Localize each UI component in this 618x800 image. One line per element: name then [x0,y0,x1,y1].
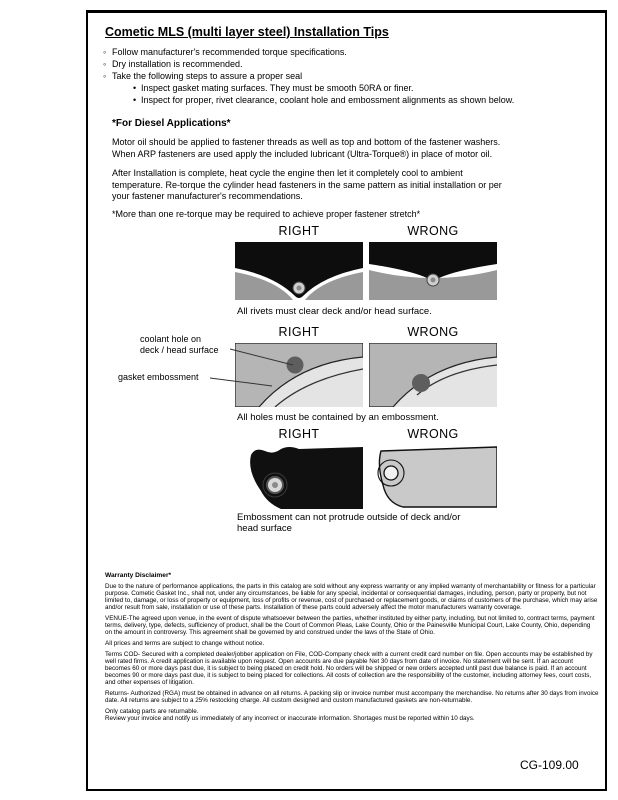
rivet-caption: All rivets must clear deck and/or head surface. [237,305,432,317]
hole-circle [384,466,398,480]
warranty-paragraph: VENUE-The agreed upon venue, in the event of dispute whatsoever between the parties, whether instituted by either party, including, but not limited to, contract terms, payment terms, delivery, type, defects, sufficiency of product, shall be the Court of Common Pleas, Lake County, Ohio or the Painesville Municipal Court, Lake County, Ohio, depending on the amount in controversy. This agreement shall be governed by and construed under the laws of the State of Ohio. [105,614,595,636]
rivet-clearance-wrong-diagram [369,242,497,300]
warranty-paragraph: Due to the nature of performance applications, the parts in this catalog are sold without any express warranty or any implied warranty of merchantability or fitness for a particular purpose. Cometic Gasket Inc., shall not, under any circumstances, be liable for any special, incidental or consequential damages, including, person, party or property, but not limited to, damage, or loss of property or equipment, loss of profits or revenue, cost of purchased or replacement goods, or claims of customers of the purchase, which may arise and/or result from sale, installation or use of these parts. Installation of these parts could adversely affect the motor manufacturers warranty coverage. [105,582,598,611]
right-label: RIGHT [278,426,320,441]
holes-caption: All holes must be contained by an embossment. [237,411,439,423]
sub-tip-item [133,94,605,106]
embossment-wrong-diagram [369,445,497,509]
rivet-clearance-right-diagram [235,242,363,300]
gasket-embossment-annotation: gasket embossment [118,371,199,382]
sub-tip-item [133,82,605,94]
sub-tip-text: Inspect for proper, rivet clearance, coolant hole and embossment alignments as shown below. [141,95,515,105]
coolant-hole-circle [287,356,304,373]
wrong-label: WRONG [407,426,459,441]
warranty-section [105,572,599,722]
diesel-paragraph-1: Motor oil should be applied to fastener threads as well as top and bottom of the fastener washers. When ARP fasteners are used apply the included lubricant (Ultra-Torque®) in place of motor oil. [112,137,501,159]
right-label: RIGHT [278,324,320,339]
annotation-line: coolant hole on [140,333,202,344]
wrong-label: WRONG [407,324,459,339]
annotation-line: deck / head surface [140,344,219,355]
diagram-area [88,222,605,542]
page-border-frame [86,10,607,791]
retorque-note: *More than one re-torque may be required to achieve proper fastener stretch* [112,208,421,219]
page-title: Cometic MLS (multi layer steel) Installation Tips [105,25,389,39]
diesel-paragraph-2: After Installation is complete, heat cycle the engine then let it completely cool to ambient temperature. Re-torque the cylinder head fasteners in the same pattern as initial installation or per your fastener manufacturer's recommendations. [112,168,502,201]
warranty-paragraph: Only catalog parts are returnable. [105,707,199,715]
coolant-hole-circle [412,374,430,392]
page-number: CG-109.00 [520,758,579,772]
coolant-hole-wrong-diagram [369,343,497,407]
tips-list [103,46,605,106]
hole-center [272,482,278,488]
coolant-hole-annotation [140,334,236,356]
right-label: RIGHT [278,223,320,238]
tip-item [103,58,605,70]
warranty-heading: Warranty Disclaimer* [105,571,172,579]
diesel-applications-heading: *For Diesel Applications* [112,118,231,129]
rivet-center [431,277,436,282]
warranty-paragraph: Terms COD- Secured with a completed dealer/jobber application on File, COD-Company check with a current credit card number on file. Open accounts may be established by well rated firms. A credit application is available upon request. Open accounts are due payable Net 30 days from date of invoice. No statement will be sent. If an account becomes 60 or more days past due, it is subject to being placed on credit hold. No orders will be shipped or new orders accepted until past due balance is paid. If an account becomes 90 or more days past due, it is subject to being placed for collections. All costs of collection are the responsibility of the customer, including attorney fees, court costs, and other expenses of litigation. [105,650,593,686]
warranty-paragraph: Returns- Authorized (RGA) must be obtained in advance on all returns. A packing slip or invoice number must accompany the merchandise. No returns after 30 days from invoice date. All returns are subject to a 25% restocking charge. All custom designed and custom manufactured gaskets are non-returnable. [105,689,599,704]
tip-text: Take the following steps to assure a proper seal [112,71,303,81]
warranty-paragraph: Review your invoice and notify us immediately of any incorrect or inaccurate information. Shortages must be reported within 10 days. [105,714,475,722]
tip-item [103,70,605,82]
tip-text: Follow manufacturer's recommended torque specifications. [112,47,347,57]
embossment-right-diagram [235,445,363,509]
rivet-center [297,285,302,290]
embossment-caption: Embossment can not protrude outside of deck and/or head surface [237,511,461,534]
coolant-hole-right-diagram [235,343,363,407]
wrong-label: WRONG [407,223,459,238]
tip-text: Dry installation is recommended. [112,59,243,69]
sub-tips-list [133,82,605,106]
tip-item [103,46,605,58]
warranty-paragraph: All prices and terms are subject to change without notice. [105,639,265,647]
sub-tip-text: Inspect gasket mating surfaces. They must be smooth 50RA or finer. [141,83,414,93]
